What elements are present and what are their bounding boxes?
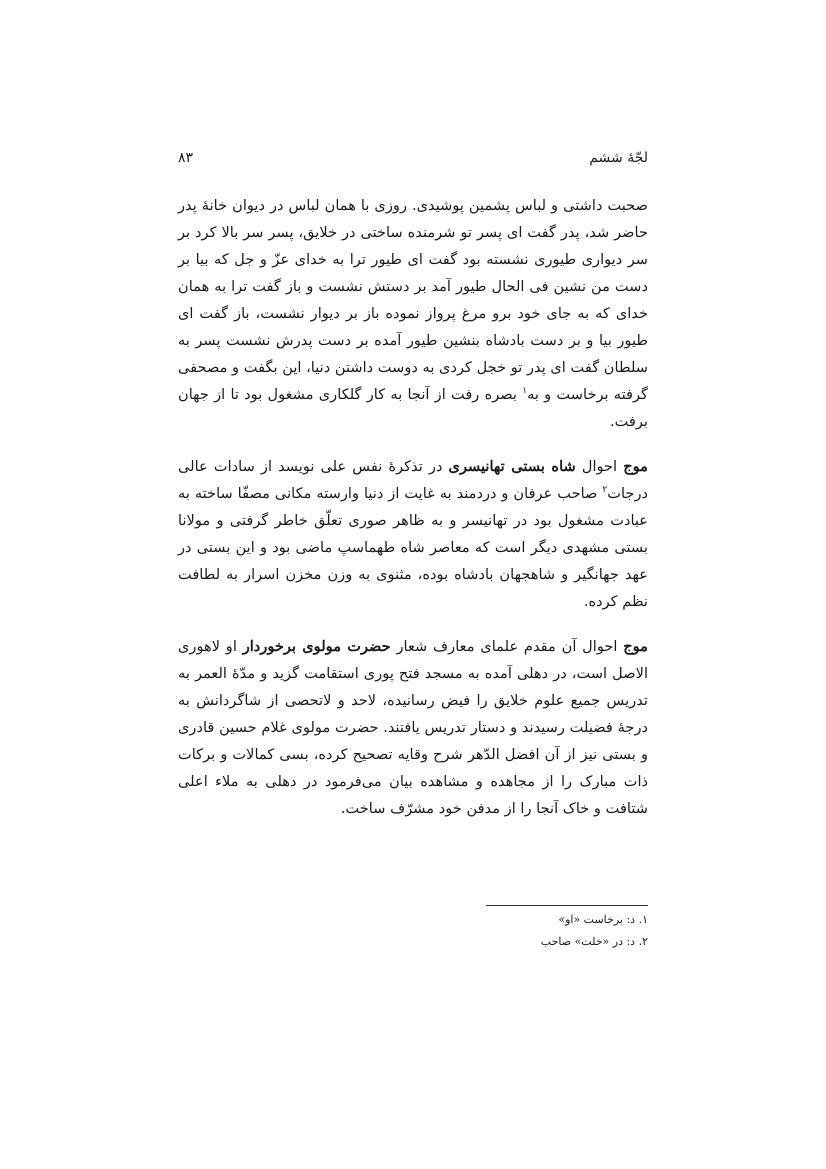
- footnotes: [400, 909, 648, 953]
- footnote-1: ۱. د: برخاست «او»: [558, 913, 648, 926]
- chapter-title: لجّهٔ ششم: [589, 150, 648, 166]
- paragraph-2-pre: احوال: [575, 458, 624, 475]
- paragraph-3-lead: موج: [623, 638, 648, 655]
- footnote-separator: [486, 905, 648, 906]
- paragraph-3-name: حضرت مولوی برخوردار: [242, 638, 391, 655]
- paragraph-1-text-after: بصره رفت از آنجا به کار گلکاری مشغول بود تا از جهان برفت.: [178, 386, 648, 430]
- paragraph-2-name: شاه بستی تهانیسری: [448, 458, 576, 475]
- paragraph-2-text: در تذکرهٔ نفس علی نویسد از سادات عالی درجات: [178, 458, 648, 502]
- paragraph-1-text: صحبت داشتی و لباس پشمین پوشیدی. روزی با همان لباس در دیوان خانهٔ پدر حاضر شد، پدر گفت ای پسر تو شرمنده ساختی در خلایق، پسر سر بالا کرد بر سر دیواری طیوری نشسته بود گفت ای طیور ترا به خدای عزّ و جل که بیا بر دست من نشین فی الحال طیور آمد بر دستش نشست و باز گفت ترا به همان خدای که به جای خود برو مرغ پرواز نموده باز بر دیوار نشست، باز گفت ای طیور بیا و بر دست بادشاه بنشین طیور آمده بر دست پدرش نشست پسر به سلطان گفت ای پدر تو خجل کردی به دوست داشتن دنیا، این بگفت و مصحفی گرفته برخاست و به: [177, 197, 648, 403]
- paragraph-1: [178, 192, 648, 435]
- paragraph-3: [178, 633, 648, 822]
- footnote-2: ۲. د: در «خلت» صاحب: [540, 935, 648, 948]
- running-header: [178, 150, 648, 174]
- body-text: [178, 192, 648, 822]
- footnote-ref-1: ۱: [522, 386, 528, 397]
- page-number: ۸۳: [178, 150, 194, 166]
- paragraph-3-text: او لاهوری الاصل است، در دهلی آمده به مسجد فتح پوری استقامت گزید و مدّهٔ العمر به تدریس جمیع علوم خلایق را فیض رسانیده، لاحد و لاتحصی از شاگردانش به درجهٔ فضیلت رسیدند و دستار تدریس یافتند. حضرت مولوی غلام حسین قادری و بستی نیز از آن افضل الدّهر شرح وقایه تصحیح کرده، بسی کمالات و برکات ذات مبارک را از مجاهده و مشاهده بیان می‌فرمود در دهلی به ملاء اعلی شتافت و خاک آنجا را از مدفن خود مشرّف ساخت.: [178, 638, 648, 817]
- paragraph-2-text-after: صاحب عرفان و دردمند به غایت از دنیا وارسته مکانی مصفّا ساخته به عبادت مشغول بود در تهانیسر و به ظاهر صوری تعلّق خاطر گرفتی و مولانا بستی مشهدی دیگر است که معاصر شاه طهماسپ ماضی بود و این بستی در عهد جهانگیر و شاهجهان بادشاه بوده، مثنوی به وزن مخزن اسرار به لطافت نظم کرده.: [178, 485, 648, 610]
- footnote-ref-2: ۲: [602, 485, 608, 496]
- paragraph-2: [178, 453, 648, 615]
- paragraph-3-pre: احوال آن مقدم علمای معارف شعار: [390, 638, 624, 655]
- paragraph-2-lead: موج: [623, 458, 648, 475]
